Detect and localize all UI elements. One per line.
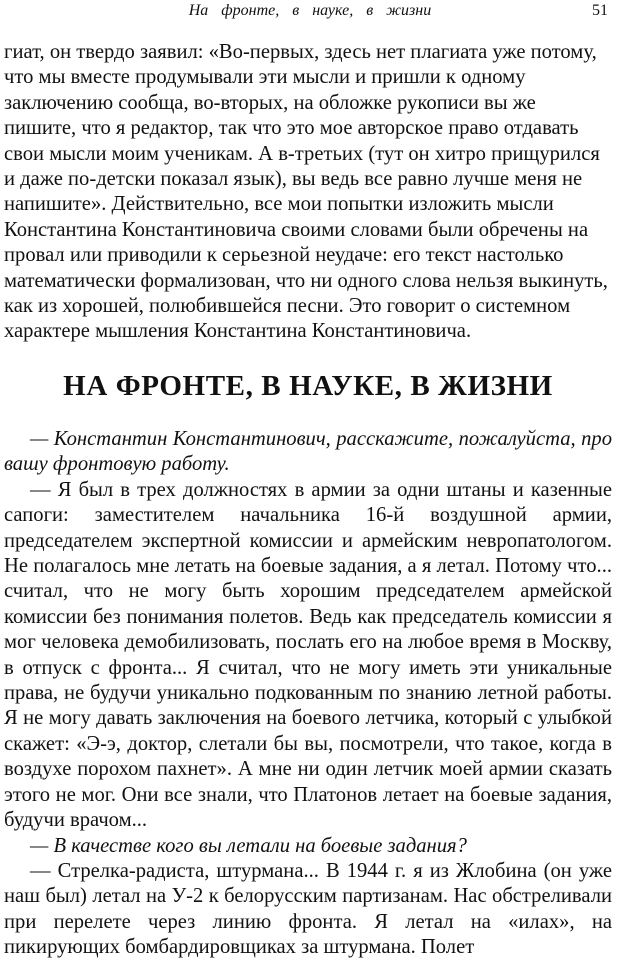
question-paragraph: — Константин Константинович, расскажите, пожалуйста, про вашу фронтовую работу.: [4, 428, 612, 476]
answer-paragraph: — Стрелка-радиста, штурмана... В 1944 г. я из Жлобина (он уже наш был) летал на У-2 к белорусским партизанам. Нас обстреливали при перелете через линию фронта. Я летал на «илах», на пикирующих бомбардировщиках за штурмана. Полет: [4, 859, 612, 959]
answer-paragraph: — Я был в трех должностях в армии за одни штаны и казенные сапоги: заместителем начальника 16-й воздушной армии, председателем экспертной комиссии и армейским невропатологом. Не полагалось мне летать на боевые задания, а я летал. Потому что... считал, что не могу быть хорошим председателем армейской комиссии без понимания полетов. Ведь как председатель комиссии я мог человека демобилизовать, послать его на любое время в Москву, в отпуск с фронта... Я считал, что не могу иметь эти уникальные права, не будучи уникально подкованным по знанию летной работы. Я не могу давать заключения на боевого летчика, который с улыбкой скажет: «Э-э, доктор, слетали бы вы, посмотрели, что такое, когда в воздухе порохом пахнет». А мне ни один летчик моей армии сказать этого не мог. Они все знали, что Платонов летает на боевые задания, будучи врачом...: [4, 478, 612, 832]
running-head: [0, 2, 620, 24]
question-paragraph: — В качестве кого вы летали на боевые задания?: [30, 834, 467, 857]
text-block-intro: [4, 40, 612, 345]
paragraph-intro: гиат, он твердо заявил: «Во-первых, здесь нет плагиата уже потому, что мы вместе продумывали эти мысли и пришли к одному заключению сообща, во-вторых, на обложке рукописи вы же пишите, что я редактор, так что это мое авторское право отдавать свои мысли моим ученикам. А в-третьих (тут он хитро прищурился и даже по-детски показал язык), вы ведь все равно лучше меня не напишите». Действительно, все мои попытки изложить мысли Константина Константиновича своими словами были обречены на провал или приводили к серьезной неудаче: его текст настолько математически формализован, что ни одного слова нельзя выкинуть, как из хорошей, полюбившейся песни. Это говорит о системном характере мышления Константина Константиновича.: [4, 41, 608, 343]
page-number: 51: [592, 2, 608, 19]
section-heading: НА ФРОНТЕ, В НАУКЕ, В ЖИЗНИ: [63, 370, 553, 402]
text-block-interview: [4, 427, 612, 961]
running-title: На фронте, в науке, в жизни: [188, 2, 432, 19]
